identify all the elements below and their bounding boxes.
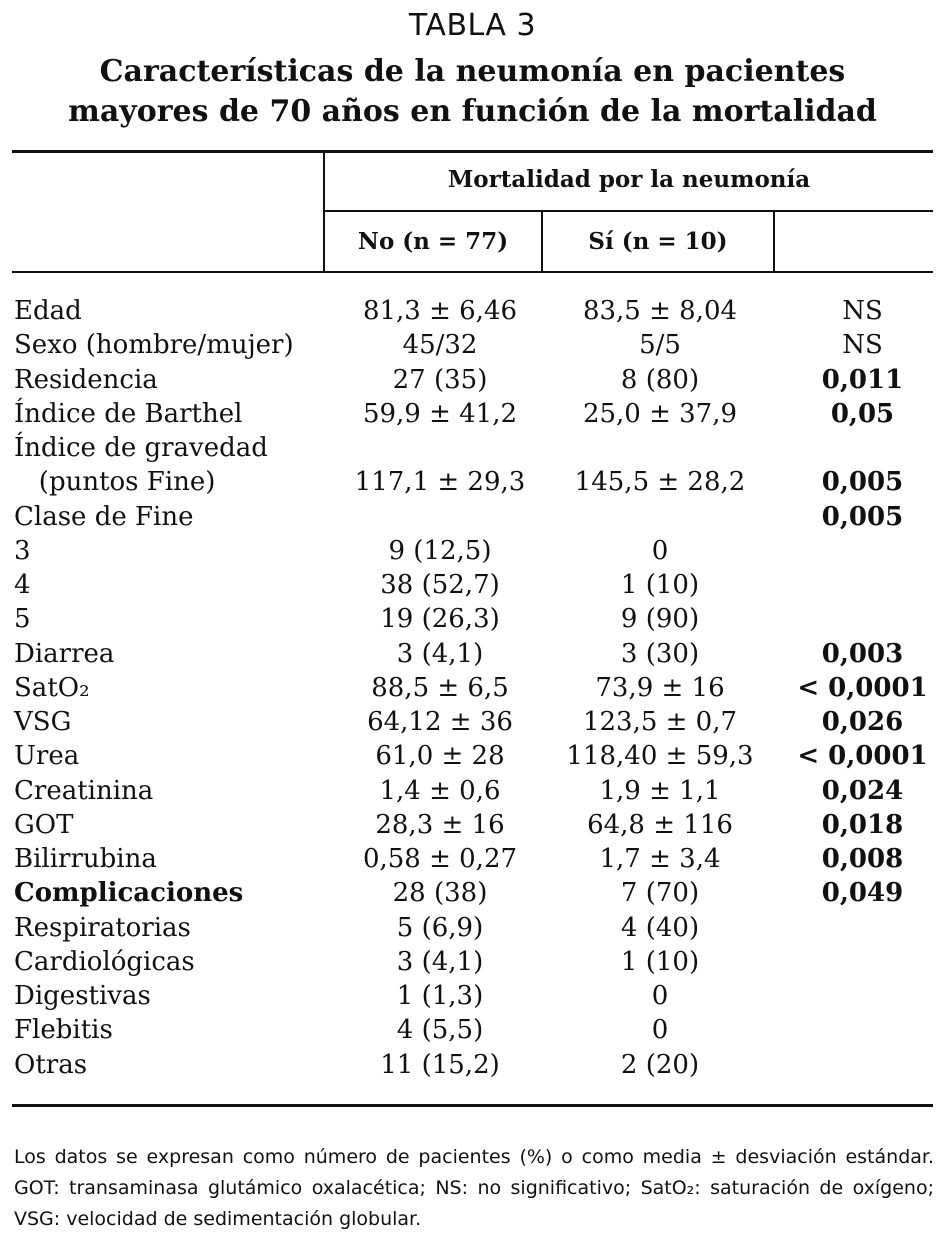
cell-si: 2 (20): [620, 1049, 700, 1080]
group-header: Mortalidad por la neumonía: [447, 166, 811, 193]
cell-si: 0: [651, 981, 669, 1011]
cell-no: 3 (4,1): [396, 946, 484, 977]
column-header-si: Sí (n = 10): [588, 228, 728, 255]
group-header-rule: [324, 210, 933, 212]
cell-no: 64,12 ± 36: [367, 707, 513, 737]
row-label: Flebitis: [14, 1015, 113, 1046]
cell-si: 5/5: [639, 330, 681, 361]
cell-si: 64,8 ± 116: [587, 809, 733, 840]
cell-no: 117,1 ± 29,3: [354, 467, 526, 498]
cell-p-value: 0,05: [830, 398, 895, 429]
cell-si: 145,5 ± 28,2: [574, 467, 746, 498]
cell-p-value: 0,005: [821, 501, 904, 532]
cell-no: 59,9 ± 41,2: [362, 398, 518, 429]
row-label: Creatinina: [14, 775, 154, 806]
cell-p-value: 0,049: [821, 878, 904, 909]
cell-no: 88,5 ± 6,5: [371, 672, 509, 703]
table-title: [0, 52, 945, 132]
cell-no: 38 (52,7): [380, 570, 500, 600]
cell-no: 81,3 ± 6,46: [362, 296, 518, 326]
cell-no: 1,4 ± 0,6: [379, 775, 501, 806]
row-label: 3: [14, 535, 31, 566]
cell-p-value: < 0,0001: [797, 741, 928, 772]
table-row: [0, 705, 945, 739]
table-row: [0, 431, 945, 465]
row-label: Bilirrubina: [14, 844, 157, 874]
row-label: GOT: [14, 809, 74, 840]
cell-si: 1,7 ± 3,4: [599, 844, 721, 874]
top-rule: [12, 150, 933, 153]
cell-si: 83,5 ± 8,04: [582, 296, 738, 326]
bottom-rule: [12, 1104, 933, 1107]
cell-no: 19 (26,3): [380, 604, 500, 635]
cell-si: 25,0 ± 37,9: [582, 398, 738, 429]
table-row: [0, 602, 945, 636]
table-row: [0, 774, 945, 808]
cell-p-value: 0,024: [821, 775, 904, 806]
cell-no: 11 (15,2): [380, 1049, 500, 1080]
table-row: [0, 842, 945, 876]
cell-no: 0,58 ± 0,27: [362, 844, 518, 874]
cell-si: 118,40 ± 59,3: [566, 741, 754, 772]
row-label: SatO₂: [14, 672, 90, 703]
row-label: 5: [14, 604, 31, 635]
cell-si: 0: [651, 1015, 669, 1046]
table-row: [0, 979, 945, 1013]
table-footnote: Los datos se expresan como número de pacientes (%) o como media ± desviación estándar. GOT: transaminasa glutámico oxalacética; NS: no significativo; SatO₂: saturación de oxígeno; VSG: velocidad de sedimentación globular.: [14, 1146, 934, 1230]
table-row: [0, 397, 945, 431]
cell-p-value: 0,018: [821, 809, 904, 840]
row-label: Sexo (hombre/mujer): [14, 330, 294, 361]
row-label: Clase de Fine: [14, 501, 194, 532]
cell-si: 73,9 ± 16: [595, 672, 725, 703]
table-row: [0, 945, 945, 979]
table-row: [0, 739, 945, 773]
cell-no: 45/32: [402, 330, 478, 361]
cell-p-value: < 0,0001: [797, 672, 928, 703]
row-label: Edad: [14, 296, 82, 326]
cell-no: 9 (12,5): [388, 535, 492, 566]
cell-no: 28,3 ± 16: [375, 809, 505, 840]
table-row: [0, 534, 945, 568]
row-label: Respiratorias: [14, 912, 191, 943]
column-header-no: No (n = 77): [357, 228, 509, 255]
cell-si: 7 (70): [620, 878, 700, 909]
table-row: [0, 637, 945, 671]
cell-si: 123,5 ± 0,7: [582, 707, 738, 737]
cell-no: 27 (35): [392, 364, 488, 395]
cell-no: 28 (38): [392, 878, 488, 909]
table-row: [0, 1013, 945, 1047]
header-bottom-rule: [12, 271, 933, 273]
cell-si: 8 (80): [620, 364, 700, 395]
row-label: Residencia: [14, 364, 158, 395]
table-row: [0, 500, 945, 534]
row-label: Cardiológicas: [14, 946, 195, 977]
table-row: [0, 363, 945, 397]
cell-si: 1 (10): [620, 570, 700, 600]
cell-si: 4 (40): [620, 912, 700, 943]
row-label: Otras: [14, 1049, 88, 1080]
row-label: Índice de Barthel: [14, 398, 243, 429]
table-row: [0, 294, 945, 328]
table-row: [0, 465, 945, 499]
cell-si: 0: [651, 535, 669, 566]
table-label: TABLA 3: [408, 8, 537, 43]
table-row: [0, 671, 945, 705]
cell-no: 1 (1,3): [396, 981, 484, 1011]
cell-si: 1 (10): [620, 946, 700, 977]
cell-p-value: 0,026: [821, 707, 904, 737]
cell-p-value: NS: [842, 330, 883, 361]
cell-p-value: 0,011: [821, 364, 904, 395]
cell-no: 61,0 ± 28: [375, 741, 505, 772]
table-row: [0, 808, 945, 842]
table-title-line-2: mayores de 70 años en función de la mortalidad: [68, 94, 877, 129]
cell-p-value: 0,005: [821, 467, 904, 498]
table-row: [0, 911, 945, 945]
row-label: Digestivas: [14, 981, 151, 1011]
table-row: [0, 876, 945, 910]
row-label: Índice de gravedad: [14, 433, 268, 463]
cell-p-value: NS: [842, 296, 883, 326]
cell-no: 5 (6,9): [396, 912, 484, 943]
table-row: [0, 328, 945, 362]
row-label: Complicaciones: [14, 878, 244, 909]
cell-si: 3 (30): [620, 638, 700, 669]
row-label: 4: [14, 570, 31, 600]
row-label: (puntos Fine): [14, 467, 216, 498]
table-title-line-1: Características de la neumonía en pacientes: [99, 54, 846, 89]
cell-p-value: 0,008: [821, 844, 904, 874]
cell-si: 1,9 ± 1,1: [599, 775, 721, 806]
row-label: VSG: [14, 707, 72, 737]
cell-p-value: 0,003: [821, 638, 904, 669]
column-divider-3: [773, 210, 775, 273]
cell-si: 9 (90): [620, 604, 700, 635]
table-row: [0, 568, 945, 602]
row-label: Diarrea: [14, 638, 115, 669]
table-row: [0, 1048, 945, 1082]
row-label: Urea: [14, 741, 80, 772]
cell-no: 3 (4,1): [396, 638, 484, 669]
cell-no: 4 (5,5): [396, 1015, 484, 1046]
